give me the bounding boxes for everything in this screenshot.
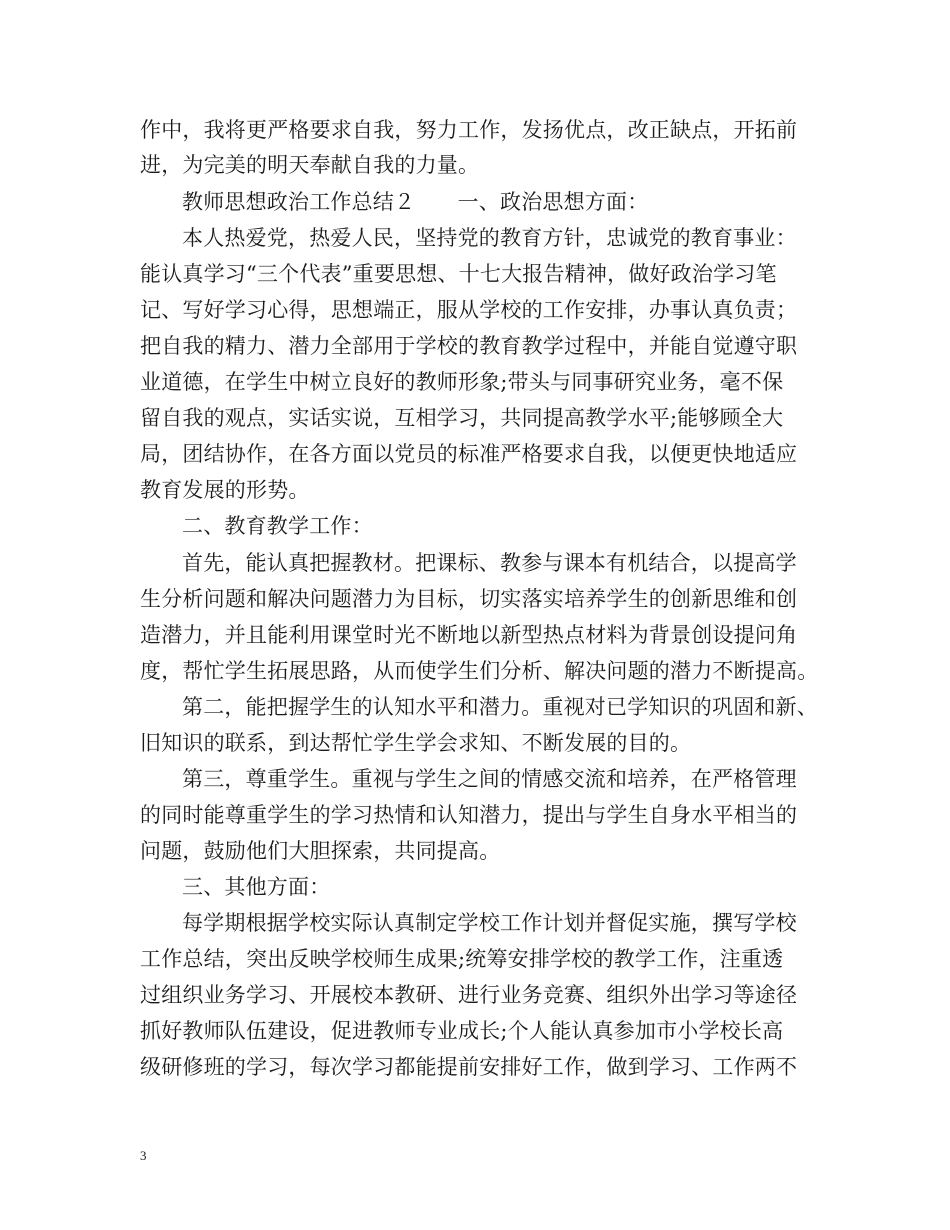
text-line: 把自我的精力、潜力全部用于学校的教育教学过程中，并能自觉遵守职 <box>140 334 798 358</box>
text-line: 造潜力，并且能利用课堂时光不断地以新型热点材料为背景创设提问角 <box>140 623 798 647</box>
text-line: 问题，鼓励他们大胆探索，共同提高。 <box>140 839 501 863</box>
section-heading: 二、教育教学工作： <box>182 514 373 538</box>
text-line: 能认真学习“三个代表”重要思想、十七大报告精神，做好政治学习笔 <box>140 262 777 286</box>
text-line: 记、写好学习心得，思想端正，服从学校的工作安排，办事认真负责； <box>140 298 798 322</box>
text-line: 级研修班的学习，每次学习都能提前安排好工作，做到学习、工作两不 <box>140 1055 798 1079</box>
text-line: 第二，能把握学生的认知水平和潜力。重视对已学知识的巩固和新、 <box>182 695 818 719</box>
text-line: 本人热爱党，热爱人民，坚持党的教育方针，忠诚党的教育事业： <box>182 226 797 250</box>
text-line: 度，帮忙学生拓展思路，从而使学生们分析、解决问题的潜力不断提高。 <box>140 659 819 683</box>
text-line: 生分析问题和解决问题潜力为目标，切实落实培养学生的创新思维和创 <box>140 587 798 611</box>
text-line: 旧知识的联系，到达帮忙学生学会求知、不断发展的目的。 <box>140 731 692 755</box>
page-number: 3 <box>140 1148 147 1163</box>
text-line: 工作总结，突出反映学校师生成果;统筹安排学校的教学工作，注重透 <box>140 947 784 971</box>
section-heading: 三、其他方面： <box>182 875 331 899</box>
text-line: 业道德，在学生中树立良好的教师形象;带头与同事研究业务，毫不保 <box>140 370 784 394</box>
text-line: 首先，能认真把握教材。把课标、教参与课本有机结合，以提高学 <box>182 551 797 575</box>
text-line: 每学期根据学校实际认真制定学校工作计划并督促实施，撰写学校 <box>182 911 797 935</box>
text-line: 过组织业务学习、开展校本教研、进行业务竞赛、组织外出学习等途径 <box>140 983 798 1007</box>
text-line: 教育发展的形势。 <box>140 478 310 502</box>
section-heading: 教师思想政治工作总结２ 一、政治思想方面： <box>182 190 649 214</box>
text-line: 局，团结协作，在各方面以党员的标准严格要求自我，以便更快地适应 <box>140 442 798 466</box>
text-line: 抓好教师队伍建设，促进教师专业成长;个人能认真参加市小学校长高 <box>140 1019 784 1043</box>
text-line: 的同时能尊重学生的学习热情和认知潜力，提出与学生自身水平相当的 <box>140 803 798 827</box>
text-line: 第三，尊重学生。重视与学生之间的情感交流和培养，在严格管理 <box>182 767 797 791</box>
text-line: 进，为完美的明天奉献自我的力量。 <box>140 153 480 177</box>
text-line: 留自我的观点，实话实说，互相学习，共同提高教学水平;能够顾全大 <box>140 406 784 430</box>
text-line: 作中，我将更严格要求自我，努力工作，发扬优点，改正缺点，开拓前 <box>140 118 798 142</box>
